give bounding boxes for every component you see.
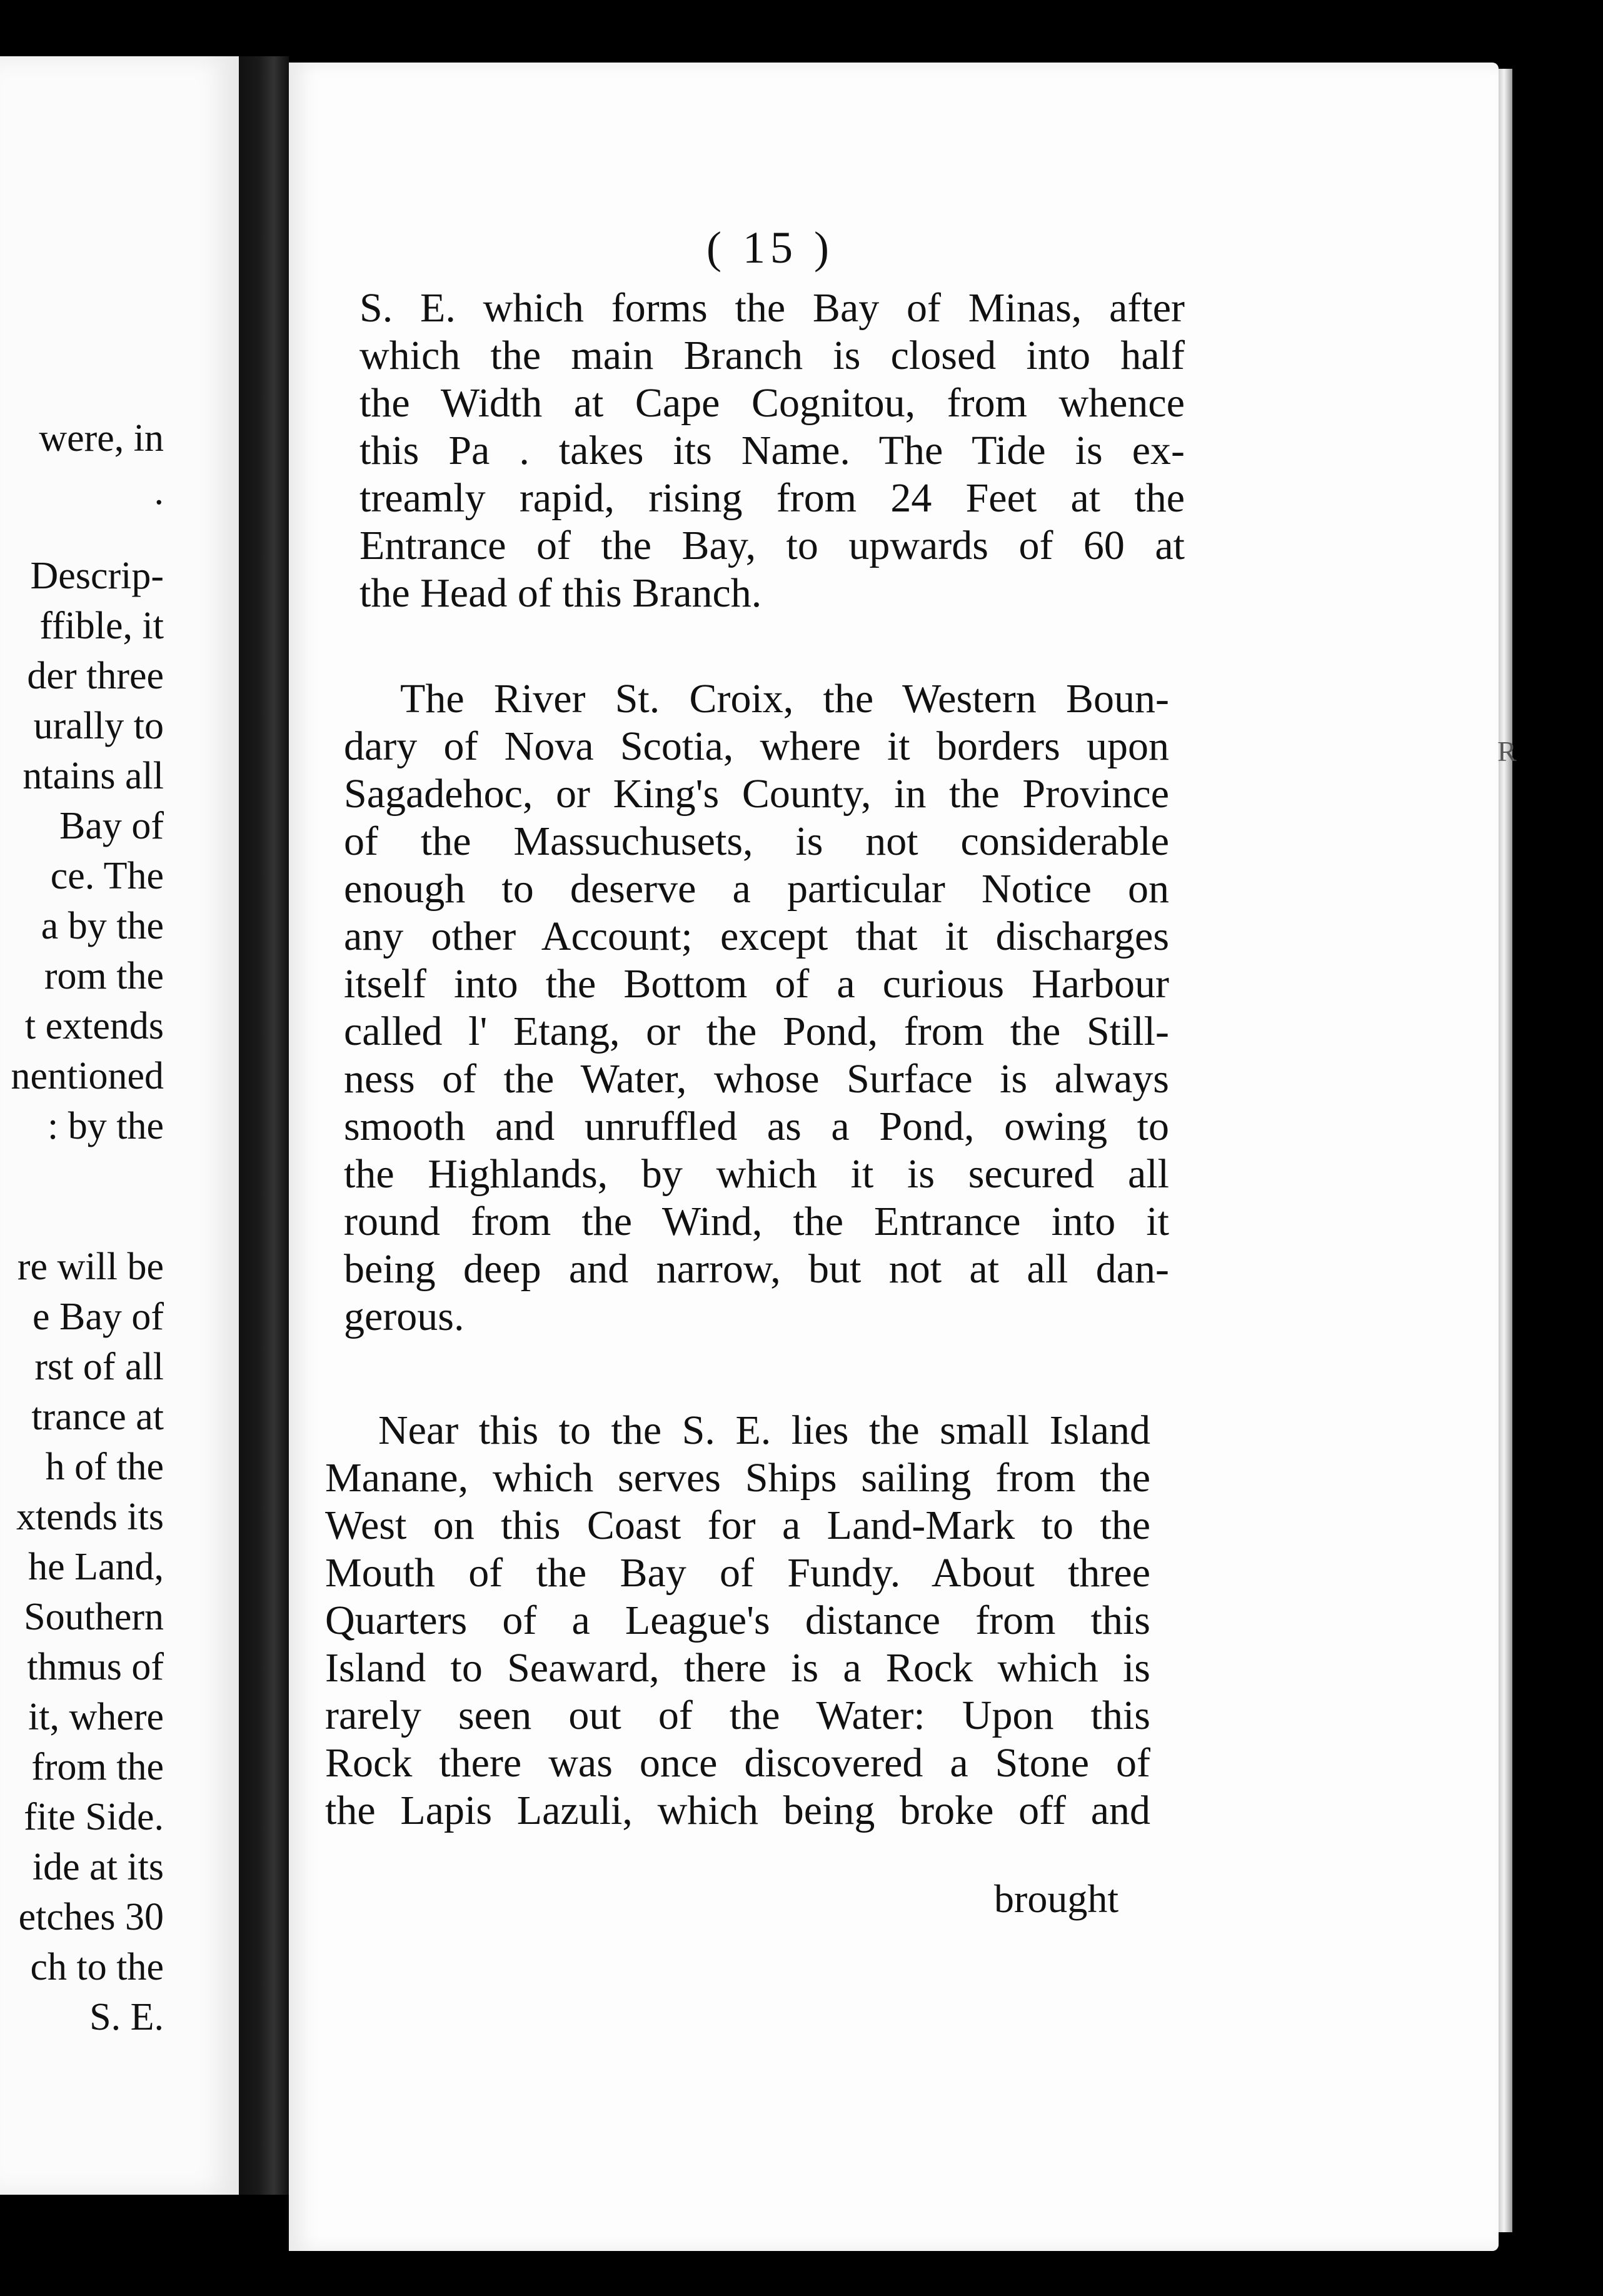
paragraph-1 [359,284,1185,617]
left-line: ch to the [30,1946,164,1988]
text-line: Rock there was once discovered a Stone of [325,1740,1150,1786]
left-line: trance at [31,1396,164,1438]
text-line: this Pa . takes its Name. The Tide is ex- [359,428,1185,473]
text-line: Quarters of a League's distance from this [325,1598,1150,1643]
page-number: ( 15 ) [706,223,834,273]
left-line: S. E. [89,1996,164,2038]
left-line: from the [31,1746,164,1788]
text-line: rarely seen out of the Water: Upon this [325,1693,1150,1738]
text-line: round from the Wind, the Entrance into it [344,1199,1169,1244]
text-line: enough to deserve a particular Notice on [344,866,1169,912]
text-line: which the main Branch is closed into half [359,333,1185,378]
text-line: the Lapis Lazuli, which being broke off and [325,1788,1150,1833]
left-line: fite Side. [24,1796,164,1838]
text-line: itself into the Bottom of a curious Harbour [344,961,1169,1007]
left-line: he Land, [28,1546,164,1588]
left-line: ntains all [23,755,164,797]
text-line: the Highlands, by which it is secured all [344,1151,1169,1197]
left-line: ide at its [32,1846,164,1888]
text-line: S. E. which forms the Bay of Minas, after [359,285,1185,331]
left-line: Southern [24,1596,164,1638]
left-line: thmus of [27,1646,164,1688]
text-line: of the Massuchusets, is not considerable [344,818,1169,864]
text-line: Near this to the S. E. lies the small Island [378,1407,1150,1453]
left-line: der three [27,655,164,697]
left-line: it, where [28,1696,164,1738]
left-line: a by the [41,905,164,947]
left-line: Bay of [59,805,164,847]
left-line: ffible, it [39,605,164,647]
left-line: e Bay of [32,1296,164,1338]
book-gutter [239,56,289,2195]
text-line: Entrance of the Bay, to upwards of 60 at [359,523,1185,568]
paragraph-3 [325,1407,1150,1835]
left-line: : by the [48,1105,164,1147]
left-line: t extends [24,1005,164,1047]
text-line: Sagadehoc, or King's County, in the Province [344,771,1169,817]
text-line: Island to Seaward, there is a Rock which is [325,1645,1150,1691]
left-line: xtends its [16,1496,164,1538]
page-edge [1499,69,1512,2232]
left-page [0,56,241,2195]
paragraph-2 [344,675,1169,1341]
left-line: etches 30 [18,1896,164,1938]
text-line: the Width at Cape Cognitou, from whence [359,380,1185,426]
text-line: called l' Etang, or the Pond, from the Still- [344,1009,1169,1054]
margin-mark: R [1497,735,1517,767]
text-line: dary of Nova Scotia, where it borders upon [344,723,1169,769]
left-line: were, in [39,417,164,460]
text-line: the Head of this Branch. [359,570,762,616]
catchword: brought [994,1876,1119,1921]
left-line: ce. The [50,855,164,897]
left-line: urally to [33,705,164,747]
text-line: treamly rapid, rising from 24 Feet at the [359,475,1185,521]
text-line: ness of the Water, whose Surface is always [344,1056,1169,1102]
text-line: any other Account; except that it discharges [344,914,1169,959]
left-line: rom the [44,955,164,997]
text-line: gerous. [344,1294,465,1339]
text-line: Manane, which serves Ships sailing from the [325,1455,1150,1501]
text-line: West on this Coast for a Land-Mark to the [325,1503,1150,1548]
text-line: The River St. Croix, the Western Boun- [400,676,1169,722]
left-line: nentioned [11,1055,164,1097]
left-line: re will be [17,1246,164,1288]
text-line: smooth and unruffled as a Pond, owing to [344,1104,1169,1149]
text-line: Mouth of the Bay of Fundy. About three [325,1550,1150,1596]
left-line: . [154,470,164,513]
left-line: rst of all [34,1346,164,1388]
left-line: Descrip- [30,555,164,597]
text-line: being deep and narrow, but not at all dan- [344,1246,1169,1292]
left-line: h of the [45,1446,164,1488]
